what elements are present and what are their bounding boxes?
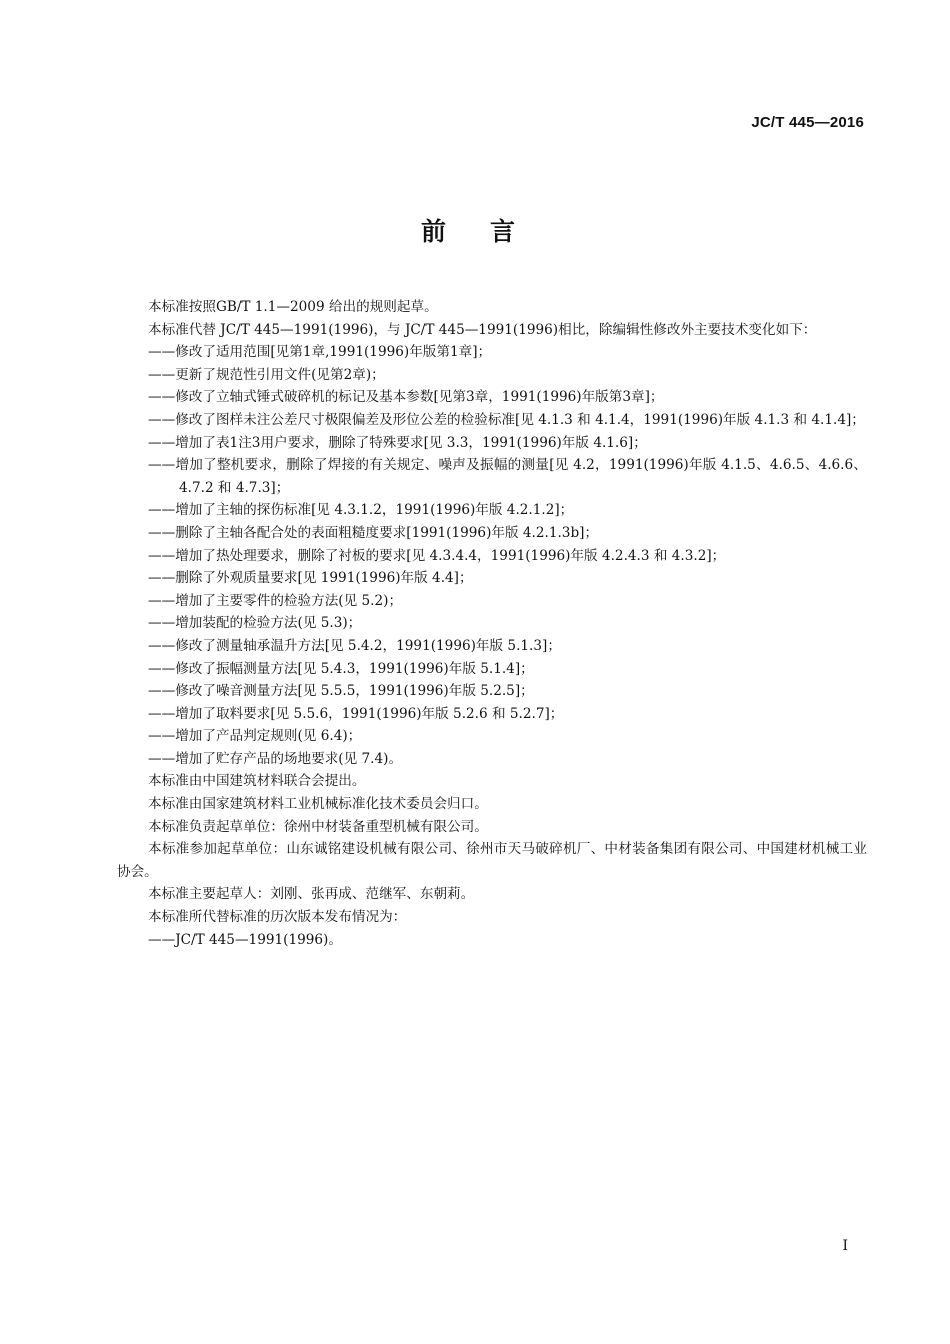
list-item: ——增加装配的检验方法(见 5.3)； [148, 615, 362, 632]
paragraph-replacement: 本标准代替 JC/T 445—1991(1996)，与 JC/T 445—1991(1996)相比，除编辑性修改外主要技术变化如下： [148, 321, 817, 338]
list-item: ——增加了表1注3用户要求，删除了特殊要求[见 3.3，1991(1996)年版 4.1.6]； [148, 434, 647, 451]
list-item: ——增加了产品判定规则(见 6.4)； [148, 728, 362, 745]
changes-list [117, 341, 867, 770]
page-title: 前言 [420, 217, 559, 246]
document-body [117, 296, 867, 951]
list-item: ——增加了主要零件的检验方法(见 5.2)； [148, 592, 403, 609]
paragraph-history-intro: 本标准所代替标准的历次版本发布情况为： [148, 909, 407, 926]
list-item: ——修改了振幅测量方法[见 5.4.3，1991(1996)年版 5.1.4]； [148, 660, 534, 677]
list-item: ——更新了规范性引用文件(见第2章)； [148, 366, 385, 383]
paragraph-proposer: 本标准由中国建筑材料联合会提出。 [148, 773, 366, 790]
paragraph-participating-drafters: 本标准参加起草单位：山东诚铭建设机械有限公司、徐州市天马破碎机厂、中材装备集团有限公司、中国建材机械工业协会。 [117, 841, 867, 880]
list-item: ——增加了主轴的探伤标准[见 4.3.1.2，1991(1996)年版 4.2.1.2]； [148, 502, 574, 519]
list-item: ——增加了热处理要求，删除了衬板的要求[见 4.3.4.4，1991(1996)年版 4.2.4.3 和 4.3.2]； [148, 547, 726, 564]
list-item: ——修改了图样未注公差尺寸极限偏差及形位公差的检验标准[见 4.1.3 和 4.1.4，1991(1996)年版 4.1.3 和 4.1.4]； [148, 411, 865, 428]
list-item: ——JC/T 445—1991(1996)。 [148, 931, 342, 948]
list-item: ——修改了噪音测量方法[见 5.5.5，1991(1996)年版 5.2.5]； [148, 683, 534, 700]
list-item: ——修改了立轴式锤式破碎机的标记及基本参数[见第3章，1991(1996)年版第3章]； [148, 389, 664, 406]
list-item: ——增加了取料要求[见 5.5.6，1991(1996)年版 5.2.6 和 5.2.7]； [148, 705, 564, 722]
standard-number: JC/T 445—2016 [751, 114, 864, 131]
page-number: I [842, 1238, 848, 1254]
paragraph-drafting-rules: 本标准按照GB/T 1.1—2009 给出的规则起草。 [148, 299, 438, 315]
list-item: ——删除了主轴各配合处的表面粗糙度要求[1991(1996)年版 4.2.1.3b]； [148, 524, 599, 541]
list-item: ——增加了整机要求，删除了焊接的有关规定、噪声及振幅的测量[见 4.2，1991(1996)年版 4.1.5、4.6.5、4.6.6、4.7.2 和 4.7.3]； [148, 457, 867, 496]
list-item: ——删除了外观质量要求[见 1991(1996)年版 4.4]； [148, 570, 473, 587]
list-item: ——修改了适用范围[见第1章,1991(1996)年版第1章]； [148, 344, 492, 361]
paragraph-lead-drafter: 本标准负责起草单位：徐州中材装备重型机械有限公司。 [148, 818, 488, 835]
list-item: ——增加了贮存产品的场地要求(见 7.4)。 [148, 750, 403, 767]
history-list [117, 929, 867, 952]
paragraph-administrator: 本标准由国家建筑材料工业机械标准化技术委员会归口。 [148, 796, 488, 813]
list-item: ——修改了测量轴承温升方法[见 5.4.2，1991(1996)年版 5.1.3]； [148, 637, 561, 654]
paragraph-main-drafters: 本标准主要起草人：刘刚、张再成、范继军、东朝莉。 [148, 886, 475, 903]
